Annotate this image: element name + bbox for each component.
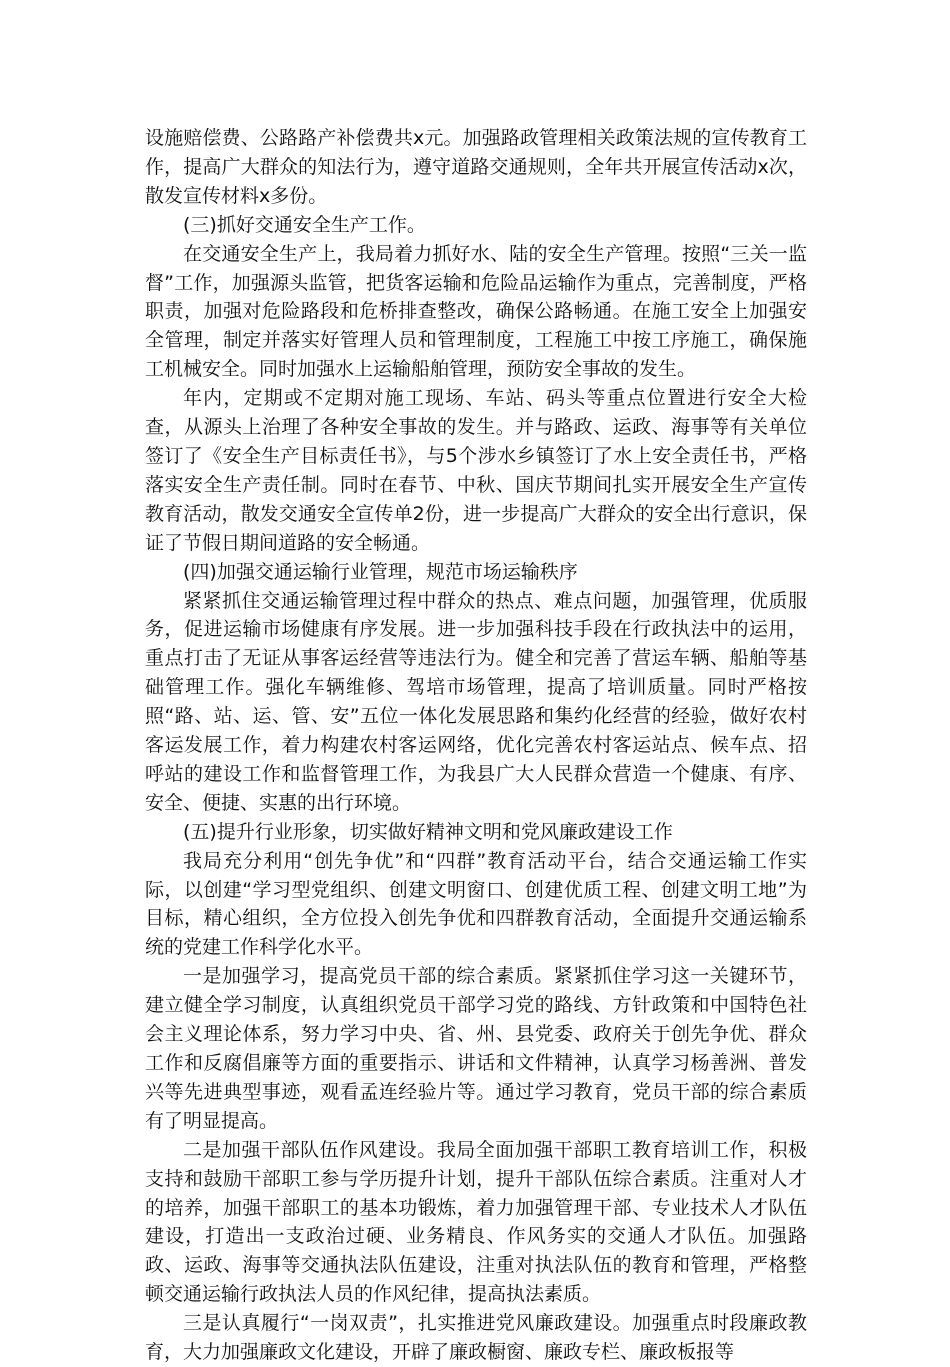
paragraph-10: 二是加强干部队伍作风建设。我局全面加强干部职工教育培训工作，积极支持和鼓励干部职工参与学历提升计划，提升干部队伍综合素质。注重对人才的培养，加强干部职工的基本功锻炼，着力加强管理干部、专业技术人才队伍建设，打造出一支政治过硬、业务精良、作风务实的交通人才队伍。加强路政、运政、海事等交通执法队伍建设，注重对执法队伍的教育和管理，严格整顿交通运输行政执法人员的作风纪律，提高执法素质。: [145, 1138, 807, 1306]
paragraph-4: 年内，定期或不定期对施工现场、车站、码头等重点位置进行安全大检查，从源头上治理了各种安全事故的发生。并与路政、运政、海事等有关单位签订了《安全生产目标责任书》，与5个涉水乡镇签订了水上安全责任书，严格落实安全生产责任制。同时在春节、中秋、国庆节期间扎实开展安全生产宣传教育活动，散发交通安全宣传单2份，进一步提高广大群众的安全出行意识，保证了节假日期间道路的安全畅通。: [145, 387, 807, 554]
section-heading-5: (五)提升行业形象，切实做好精神文明和党风廉政建设工作: [183, 820, 673, 843]
paragraph-9: 一是加强学习，提高党员干部的综合素质。紧紧抓住学习这一关键环节，建立健全学习制度，认真组织党员干部学习党的路线、方针政策和中国特色社会主义理论体系，努力学习中央、省、州、县党委、政府关于创先争优、群众工作和反腐倡廉等方面的重要指示、讲话和文件精神，认真学习杨善洲、普发兴等先进典型事迹，观看孟连经验片等。通过学习教育，党员干部的综合素质有了明显提高。: [145, 965, 807, 1132]
paragraph-8: 我局充分利用“创先争优”和“四群”教育活动平台，结合交通运输工作实际，以创建“学习型党组织、创建文明窗口、创建优质工程、创建文明工地”为目标，精心组织，全方位投入创先争优和四群教育活动，全面提升交通运输系统的党建工作科学化水平。: [145, 849, 807, 959]
document-body: [145, 124, 807, 1367]
paragraph-3: 在交通安全生产上，我局着力抓好水、陆的安全生产管理。按照“三关一监督”工作，加强源头监管，把货客运输和危险品运输作为重点，完善制度，严格职责，加强对危险路段和危桥排查整改，确保公路畅通。在施工安全上加强安全管理，制定并落实好管理人员和管理制度，工程施工中按工序施工，确保施工机械安全。同时加强水上运输船舶管理，预防安全事故的发生。: [145, 242, 807, 381]
paragraph-1: 设施赔偿费、公路路产补偿费共x元。加强路政管理相关政策法规的宣传教育工作，提高广大群众的知法行为，遵守道路交通规则，全年共开展宣传活动x次，散发宣传材料x多份。: [145, 127, 807, 207]
section-heading-4: (四)加强交通运输行业管理，规范市场运输秩序: [183, 560, 578, 583]
section-heading-3: (三)抓好交通安全生产工作。: [183, 213, 426, 236]
paragraph-11: 三是认真履行“一岗双责”，扎实推进党风廉政建设。加强重点时段廉政教育，大力加强廉政文化建设，开辟了廉政橱窗、廉政专栏、廉政板报等: [145, 1312, 807, 1364]
paragraph-6: 紧紧抓住交通运输管理过程中群众的热点、难点问题，加强管理，优质服务，促进运输市场健康有序发展。进一步加强科技手段在行政执法中的运用，重点打击了无证从事客运经营等违法行为。健全和完善了营运车辆、船舶等基础管理工作。强化车辆维修、驾培市场管理，提高了培训质量。同时严格按照“路、站、运、管、安”五位一体化发展思路和集约化经营的经验，做好农村客运发展工作，着力构建农村客运网络，优化完善农村客运站点、候车点、招呼站的建设工作和监督管理工作，为我县广大人民群众营造一个健康、有序、安全、便捷、实惠的出行环境。: [145, 589, 807, 814]
